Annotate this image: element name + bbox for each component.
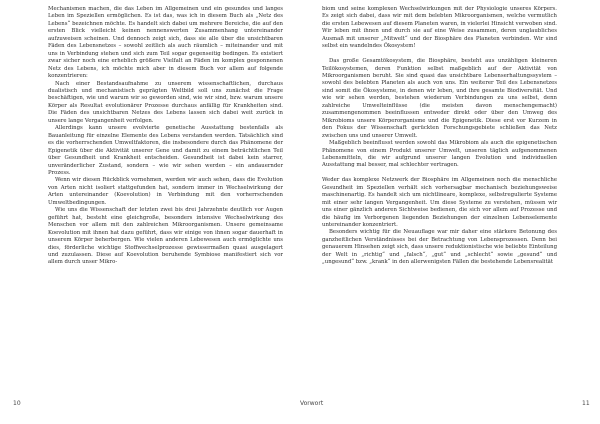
paragraph: biom und seine komplexen Wechselwirkungen mit der Physiologie unseres Körpers. Es zeigt sich dabei, dass wir mit dem belebten Mikroorganismen, welche vermutlich die ersten Lebewesen auf diesem Planeten waren, in vielerlei Hinsicht verwoben sind. Wir leben mit ihnen und durch sie auf eine Weise zusammen, deren unglaubliches Ausmaß mit unserer „Mitwelt“ und der Biosphäre des Planeten verbinden. Wir sind selbst ein wandelndes Ökosystem! [322, 6, 557, 50]
paragraph: Wenn wir diesen Rückblick vornehmen, werden wir auch sehen, dass die Evolution von Arten nicht isoliert stattgefunden hat, sondern immer in Wechselwirkung der Arten untereinander (Koevolution) in Verbindung mit den vorherrschenden Umweltbedingungen. [48, 177, 283, 206]
paragraph: Das große Gesamtökosystem, die Biosphäre, besteht aus unzähligen kleineren Teilökosystemen, deren Funktion selbst maßgeblich auf der Aktivität von Mikroorganismen beruht. Sie sind quasi das unsichtbare Lebenserhaltungssystem – sowohl des belebten Planeten als auch von uns. Ein weiterer Teil des Lebensnetzes sind somit die Ökosysteme, in denen wir leben, und ihre gesamte Biodiversität. Und wie wir sehen werden, bestehen wiederum Verbindungen zu uns selbst, denn zahlreiche Umwelteinflüsse (die meisten davon menschengemacht) zusammengenommen beeinflussen entweder direkt oder über den Umweg des Mikrobioms unsere Körperorganisme und die Epigenetik. Diese erst vor Kurzem in den Fokus der Wissenschaft gerückten Forschungsgebiete schließen das Netz zwischen uns und unserer Umwelt. [322, 58, 557, 139]
paragraph: Besonders wichtig für die Neuauflage war mir daher eine stärkere Betonung des ganzheitlichen Verständnisses bei der Betrachtung von Lebensprozessen. Denn bei genauerem Hinsehen zeigt sich, dass unsere reduktionistische wie beliebte Einteilung der Welt in „richtig“ und „falsch“, „gut“ und „schlecht“ sowie „gesund“ und „ungesund“ bzw. „krank“ in den allerwenigsten Fällen die bestehende Lebensrealität [322, 229, 557, 266]
page-number-left: 10 [13, 400, 21, 407]
paragraph: Maßgeblich beeinflusst werden sowohl das Mikrobiom als auch die epigenetischen Phänomene von einem Produkt unserer Umwelt, unseren täglich aufgenommenen Lebensmitteln, die wir aufgrund unserer langen Evolution und individuellen Ausstattung mal besser, mal schlechter vertragen. [322, 140, 557, 169]
paragraph: Weder das komplexe Netzwerk der Biosphäre im Allgemeinen noch die menschliche Gesundheit im Speziellen verhält sich vorhersagbar mechanisch beziehungsweise maschinenartig. Es handelt sich um nichtlineare, komplexe, selbstregulierte Systeme mit einer sehr langen Vergangenheit. Um diese Systeme zu verstehen, müssen wir uns einer gänzlich anderen Sichtweise bedienen, die sich vor allem auf Prozesse und die häufig im Verborgenen liegenden Beziehungen der einzelnen Lebenselemente untereinander konzentriert. [322, 177, 557, 229]
running-head: Vorwort [300, 400, 324, 407]
left-text-column [48, 6, 283, 267]
page-number-right: 11 [582, 400, 590, 407]
paragraph: Allerdings kann unsere evolvierte genetische Ausstattung bestenfalls als Bauanleitung für einzelne Elemente des Lebens verstanden werden. Tatsächlich sind es die vorherrschenden Umweltfaktoren, die insbesondere durch das Phänomene der Epigenetik über die Aktivität unserer Gene und damit zu einem beträchtlichen Teil über Gesundheit und Krankheit entscheiden. Gesundheit ist dabei kein starrer, unveränderlicher Zustand, sondern – wie wir sehen werden – ein andauernder Prozess. [48, 125, 283, 176]
right-page [300, 0, 600, 424]
right-text-column [322, 6, 557, 267]
paragraph: Nach einer Bestandsaufnahme zu unserem wissenschaftlichen, durchaus dualistisch und mechanistisch geprägten Weltbild soll uns zunächst die Frage beschäftigen, wie und warum wir so geworden sind, wie wir sind, bzw. warum unsere Körper als Resultat evolutionärer Prozesse durchaus anfällig für Krankheiten sind. Die Fäden des unsichtbaren Netzes des Lebens lassen sich dabei weit zurück in unsere lange Vergangenheit verfolgen. [48, 80, 283, 124]
paragraph: Mechanismen machen, die das Leben im Allgemeinen und ein gesundes und langes Leben im Speziellen ermöglichen. Es ist das, was ich in diesem Buch als „Netz des Lebens“ bezeichnen möchte. Es handelt sich dabei um mehrere Bereiche, die auf den ersten Blick vielleicht keinen nennenswerten Zusammenhang untereinander aufzuweisen scheinen. Und dennoch zeigt sich, dass sie alle über die unsichtbaren Fäden des Lebensnetzes – sowohl zeitlich als auch räumlich – miteinander und mit uns in Verbindung stehen und sich zum Teil sogar gegenseitig bedingen. Es existiert zwar sicher noch eine erheblich größere Vielfalt an Fäden im komplex gesponnenen Netz des Lebens, ich möchte mich aber in diesem Buch vor allem auf folgende konzentrieren: [48, 6, 283, 80]
paragraph: Wie uns die Wissenschaft der letzten zwei bis drei Jahrzehnte deutlich vor Augen geführt hat, besteht eine gleichgroße, besonders intensive Wechselwirkung des Menschen vor allem mit den zahlreichen Mikroorganismen. Unsere gemeinsame Koevolution mit ihnen hat dazu geführt, dass wir einige von ihnen sogar dauerhaft in unserem Körper beherbergen. Wie vielen anderen Lebewesen auch ermöglichte uns dies, förderliche wichtige Stoffwechselprozesse gewissermaßen quasi ausgelagert und zuzulassen. Diese auf Koevolution beruhende Symbiose manifestiert sich vor allem durch unser Mikro- [48, 207, 283, 266]
